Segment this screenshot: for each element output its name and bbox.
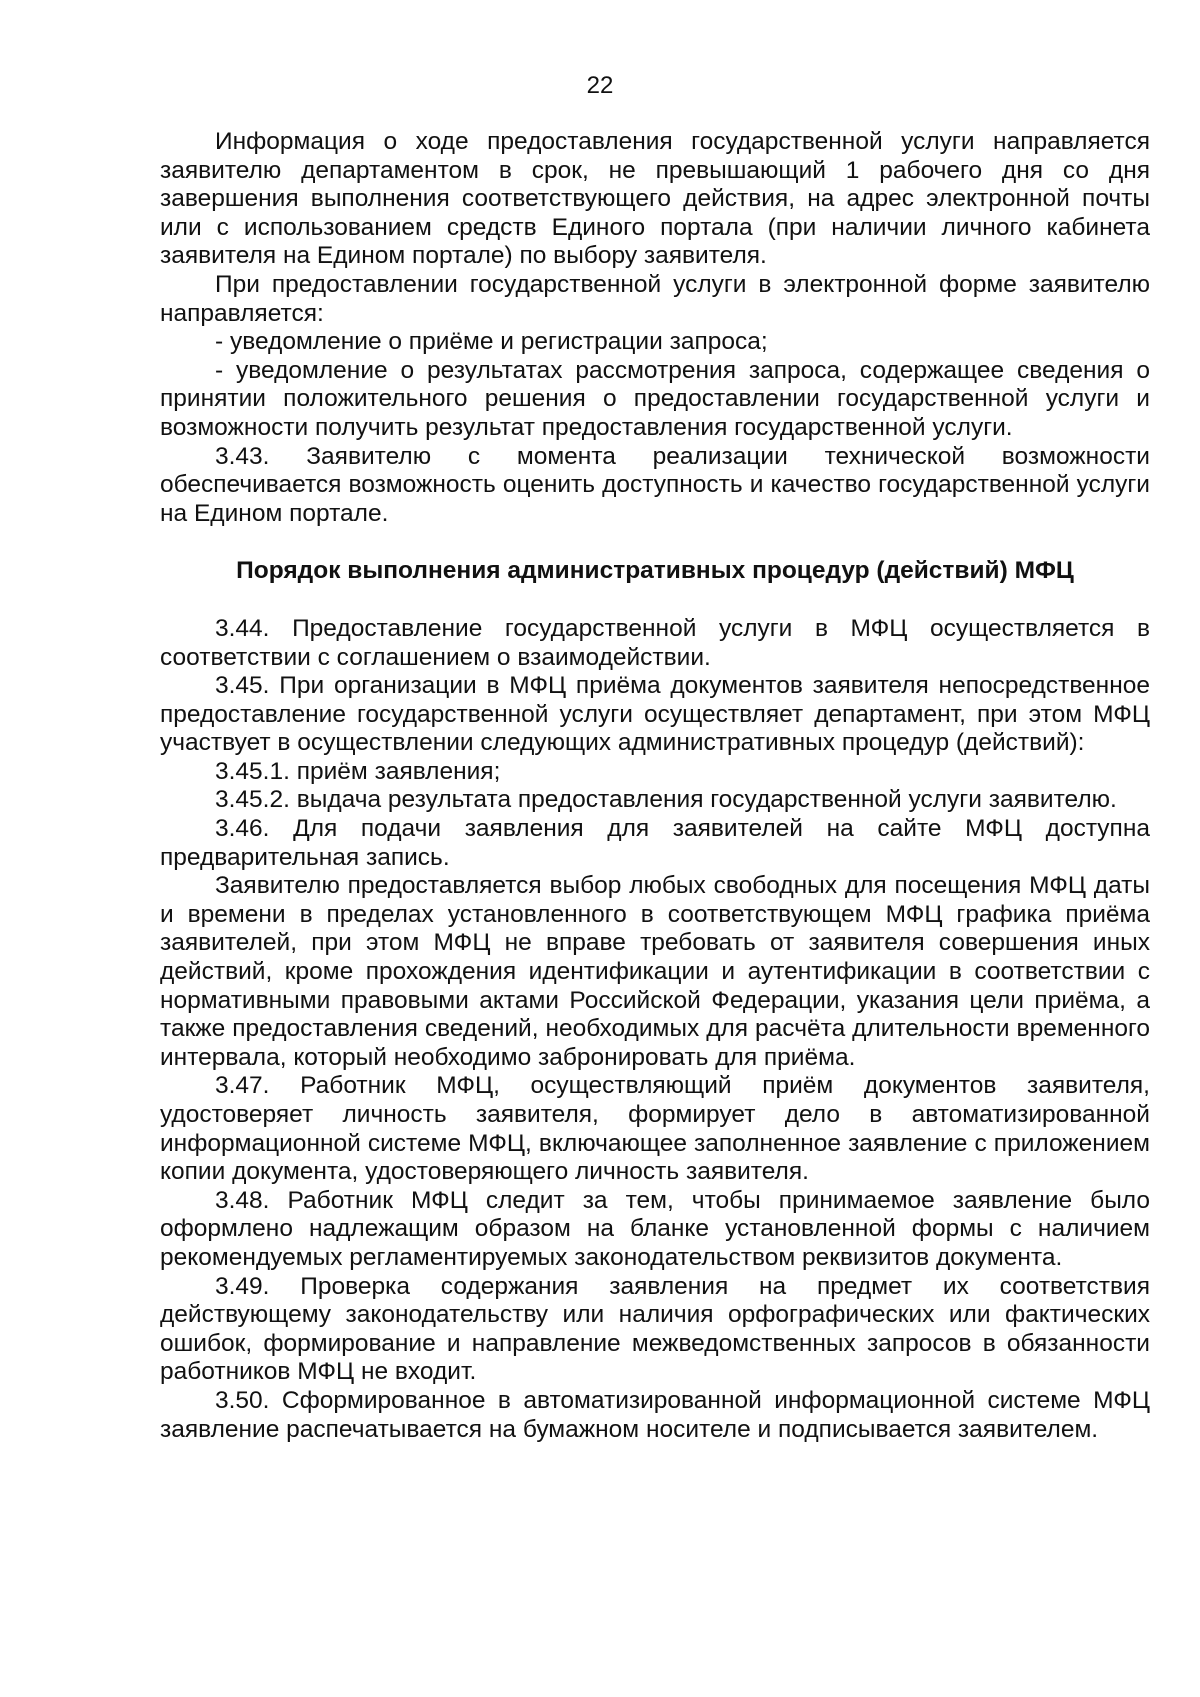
paragraph-info-progress: Информация о ходе предоставления государственной услуги направляется заявителю департаментом в срок, не превышающий 1 рабочего дня со дня завершения выполнения соответствующего действия, на адрес электронной почты или с использованием средств Единого портала (при наличии личного кабинета заявителя на Едином портале) по выбору заявителя. bbox=[160, 128, 1150, 270]
paragraph-3-49: 3.49. Проверка содержания заявления на предмет их соответствия действующему законодательству или наличия орфографических или фактических ошибок, формирование и направление межведомственных запросов в обязанности работников МФЦ не входит. bbox=[160, 1272, 1150, 1386]
paragraph-3-45: 3.45. При организации в МФЦ приёма документов заявителя непосредственное предоставление государственной услуги осуществляет департамент, при этом МФЦ участвует в осуществлении следующих административных процедур (действий): bbox=[160, 672, 1150, 757]
section-heading: Порядок выполнения административных процедур (действий) МФЦ bbox=[236, 557, 1074, 585]
paragraph-3-48: 3.48. Работник МФЦ следит за тем, чтобы принимаемое заявление было оформлено надлежащим образом на бланке установленной формы с наличием рекомендуемых регламентируемых законодательством реквизитов документа. bbox=[160, 1186, 1150, 1271]
paragraph-3-47: 3.47. Работник МФЦ, осуществляющий приём документов заявителя, удостоверяет личность заявителя, формирует дело в автоматизированной информационной системе МФЦ, включающее заполненное заявление с приложением копии документа, удостоверяющего личность заявителя. bbox=[160, 1072, 1150, 1186]
paragraph-3-46: 3.46. Для подачи заявления для заявителей на сайте МФЦ доступна предварительная запись. bbox=[160, 815, 1150, 871]
paragraph-3-44: 3.44. Предоставление государственной услуги в МФЦ осуществляется в соответствии с соглашением о взаимодействии. bbox=[160, 614, 1150, 671]
list-item-notification-receipt: - уведомление о приёме и регистрации запроса; bbox=[215, 328, 768, 356]
paragraph-appointment-choice: Заявителю предоставляется выбор любых свободных для посещения МФЦ даты и времени в пределах установленного в соответствующем МФЦ графика приёма заявителей, при этом МФЦ не вправе требовать от заявителя совершения иных действий, кроме прохождения идентификации и аутентификации в соответствии с нормативными правовыми актами Российской Федерации, указания цели приёма, а также предоставления сведений, необходимых для расчёта длительности временного интервала, который необходимо забронировать для приёма. bbox=[160, 872, 1150, 1071]
document-body bbox=[160, 128, 1150, 1444]
paragraph-3-45-2: 3.45.2. выдача результата предоставления государственной услуги заявителю. bbox=[215, 786, 1117, 814]
paragraph-3-45-1: 3.45.1. приём заявления; bbox=[215, 757, 501, 785]
paragraph-electronic-form: При предоставлении государственной услуги в электронной форме заявителю направляется: bbox=[160, 270, 1150, 327]
paragraph-3-43: 3.43. Заявителю с момента реализации технической возможности обеспечивается возможность оценить доступность и качество государственной услуги на Едином портале. bbox=[160, 442, 1150, 527]
list-item-notification-result: - уведомление о результатах рассмотрения запроса, содержащее сведения о принятии положительного решения о предоставлении государственной услуги и возможности получить результат предоставления государственной услуги. bbox=[160, 356, 1150, 441]
page-number: 22 bbox=[586, 72, 614, 99]
paragraph-3-50: 3.50. Сформированное в автоматизированной информационной системе МФЦ заявление распечатывается на бумажном носителе и подписывается заявителем. bbox=[160, 1386, 1150, 1443]
